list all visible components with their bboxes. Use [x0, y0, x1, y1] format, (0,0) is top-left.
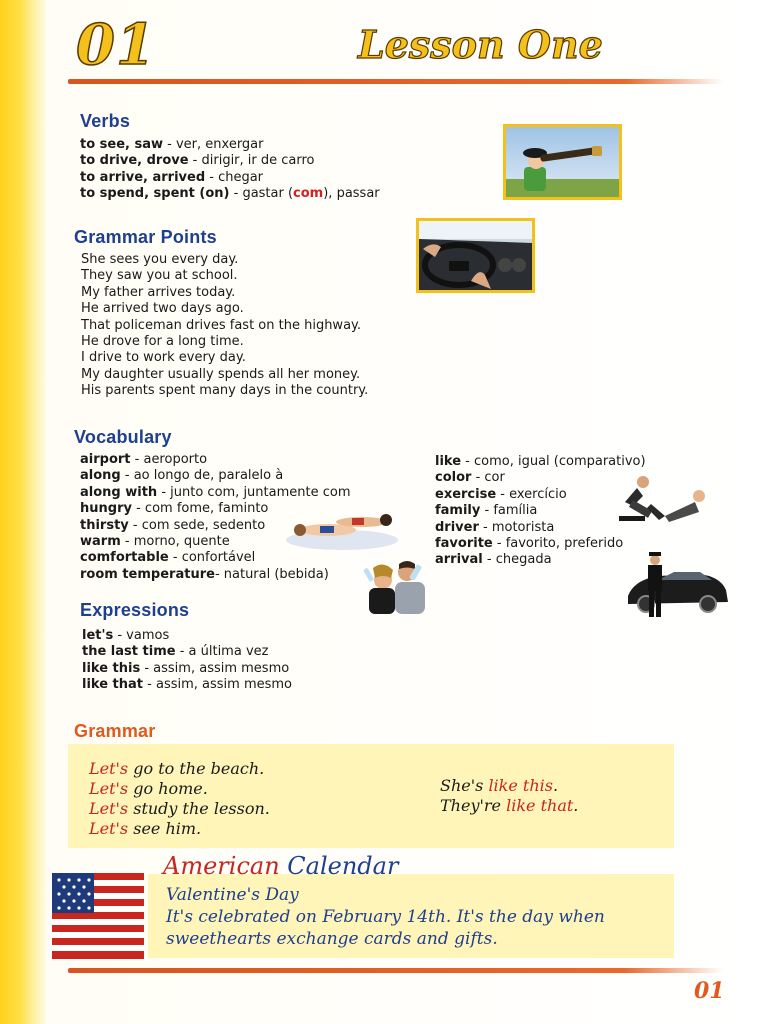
grammar-examples-right — [440, 776, 578, 816]
drinking-people-illustration — [361, 558, 433, 616]
grammar-example: Let's go to the beach. — [89, 759, 265, 778]
vocab-item: color - cor — [435, 470, 505, 486]
verb-item: to spend, spent (on) - gastar (com), passar — [80, 186, 380, 202]
vocab-item: room temperature- natural (bebida) — [80, 566, 329, 582]
vocab-item: exercise - exercício — [435, 486, 567, 502]
top-divider — [68, 79, 723, 84]
lesson-number: 01 — [76, 12, 156, 78]
vocab-item: arrival - chegada — [435, 552, 552, 568]
expression-item: the last time - a última vez — [82, 644, 269, 660]
grammar-point-line: My father arrives today. — [81, 284, 236, 300]
sunbathers-illustration — [282, 500, 400, 554]
chauffeur-car-illustration — [622, 552, 730, 620]
expressions-heading: Expressions — [80, 600, 190, 620]
calendar-line: It's celebrated on February 14th. It's the day when — [166, 907, 605, 927]
vocab-item: airport - aeroporto — [80, 452, 208, 467]
calendar-text — [166, 884, 605, 950]
calendar-title: American Calendar — [163, 852, 399, 880]
grammar-point-line: He drove for a long time. — [81, 334, 244, 350]
us-flag-icon — [52, 873, 144, 959]
grammar-point-line: My daughter usually spends all her money. — [81, 366, 361, 382]
grammar-example: They're like that. — [440, 796, 579, 815]
grammar-point-line: They saw you at school. — [81, 268, 238, 284]
grammar-point-line: His parents spent many days in the country. — [81, 383, 369, 399]
vocab-item: warm - morno, quente — [80, 534, 230, 550]
grammar-point-line: She sees you every day. — [81, 252, 239, 267]
expressions-list — [82, 628, 292, 694]
vocab-item: like - como, igual (comparativo) — [435, 454, 646, 469]
page-number: 01 — [694, 978, 725, 1004]
vocab-item: family - família — [435, 503, 538, 519]
expression-item: like this - assim, assim mesmo — [82, 660, 290, 676]
grammar-examples-left — [89, 759, 270, 839]
grammar-point-line: He arrived two days ago. — [81, 301, 244, 317]
grammar-example: She's like this. — [440, 776, 559, 795]
verb-item: to see, saw - ver, enxergar — [80, 137, 264, 152]
vocab-item: favorite - favorito, preferido — [435, 536, 624, 552]
verb-item: to arrive, arrived - chegar — [80, 169, 264, 185]
vocabulary-list-right — [435, 454, 646, 569]
vocab-item: thirsty - com sede, sedento — [80, 517, 266, 533]
grammar-points-heading: Grammar Points — [74, 227, 217, 247]
grammar-points-list — [81, 252, 368, 400]
lesson-title: Lesson One — [358, 22, 603, 67]
vocab-item: comfortable - confortável — [80, 550, 256, 566]
grammar-heading: Grammar — [74, 721, 156, 741]
telescope-boy-photo — [503, 124, 622, 200]
verbs-heading: Verbs — [80, 111, 131, 131]
steering-wheel-photo — [416, 218, 535, 293]
vocab-item: along with - junto com, juntamente com — [80, 484, 351, 500]
expression-item: like that - assim, assim mesmo — [82, 677, 292, 693]
vocabulary-heading: Vocabulary — [74, 427, 172, 447]
grammar-point-line: I drive to work every day. — [81, 350, 246, 366]
calendar-line: sweethearts exchange cards and gifts. — [166, 929, 498, 949]
side-strip — [0, 0, 46, 1024]
grammar-example: Let's study the lesson. — [89, 799, 270, 818]
grammar-example: Let's see him. — [89, 819, 202, 838]
exercise-illustration — [615, 474, 715, 526]
verb-item: to drive, drove - dirigir, ir de carro — [80, 153, 315, 169]
grammar-point-line: That policeman drives fast on the highway. — [81, 317, 362, 333]
calendar-line: Valentine's Day — [166, 885, 299, 905]
grammar-example: Let's go home. — [89, 779, 208, 798]
bottom-divider — [68, 968, 723, 973]
vocab-item: hungry - com fome, faminto — [80, 501, 269, 517]
expression-item: let's - vamos — [82, 628, 170, 643]
vocab-item: driver - motorista — [435, 519, 555, 535]
vocab-item: along - ao longo de, paralelo à — [80, 468, 284, 484]
verbs-list — [80, 137, 380, 203]
